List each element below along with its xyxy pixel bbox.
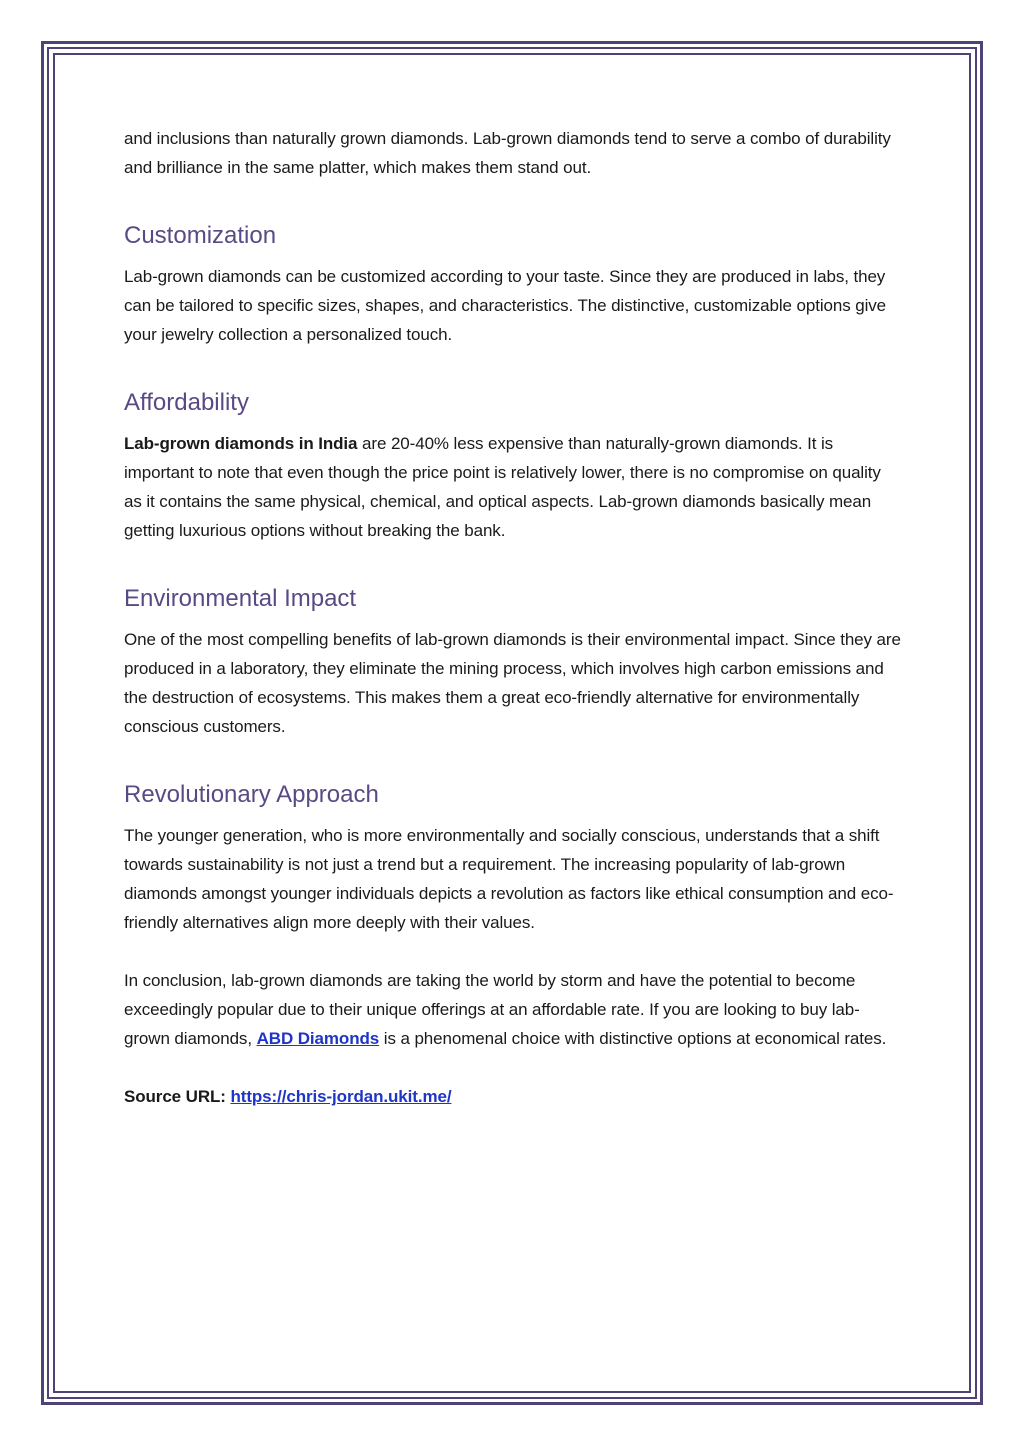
paragraph-customization: Lab-grown diamonds can be customized according to your taste. Since they are produced in labs, they can be tailored to specific sizes, shapes, and characteristics. The distinctive, customizable options give your jewelry collection a personalized touch. [124,267,887,344]
intro-paragraph: and inclusions than naturally grown diamonds. Lab-grown diamonds tend to serve a combo of durability and brilliance in the same platter, which makes them stand out. [124,129,891,177]
conclusion-text-after: is a phenomenal choice with distinctive options at economical rates. [379,1029,887,1048]
paragraph-revolutionary-approach: The younger generation, who is more environmentally and socially conscious, understands that a shift towards sustainability is not just a trend but a requirement. The increasing popularity of lab-grown diamonds amongst younger individuals depicts a revolution as factors like ethical consumption and eco-friendly alternatives align more deeply with their values. [124,826,894,932]
document-body [124,124,902,1111]
source-url-link[interactable]: https://chris-jordan.ukit.me/ [230,1087,452,1106]
source-line [124,1082,902,1111]
heading-environmental-impact: Environmental Impact [124,585,357,612]
source-label: Source URL: [124,1087,226,1106]
heading-customization: Customization [124,222,277,249]
conclusion-text-before: In conclusion, lab-grown diamonds are taking the world by storm and have the potential to become exceedingly popular due to their unique offerings at an affordable rate. If you are looking to buy lab-grown diamonds, [124,971,860,1048]
affordability-text: are 20-40% less expensive than naturally-grown diamonds. It is important to note that even though the price point is relatively lower, there is no compromise on quality as it contains the same physical, chemical, and optical aspects. Lab-grown diamonds basically mean getting luxurious options without breaking the bank. [124,434,881,540]
conclusion-paragraph [124,966,902,1053]
heading-revolutionary-approach: Revolutionary Approach [124,781,379,808]
paragraph-affordability [124,429,902,545]
heading-affordability: Affordability [124,389,249,416]
abd-diamonds-link[interactable]: ABD Diamonds [256,1029,380,1048]
paragraph-environmental-impact: One of the most compelling benefits of lab-grown diamonds is their environmental impact. Since they are produced in a laboratory, they eliminate the mining process, which involves high carbon emissions and the destruction of ecosystems. This makes them a great eco-friendly alternative for environmentally conscious customers. [124,630,901,736]
affordability-bold-phrase: Lab-grown diamonds in India [124,434,358,453]
